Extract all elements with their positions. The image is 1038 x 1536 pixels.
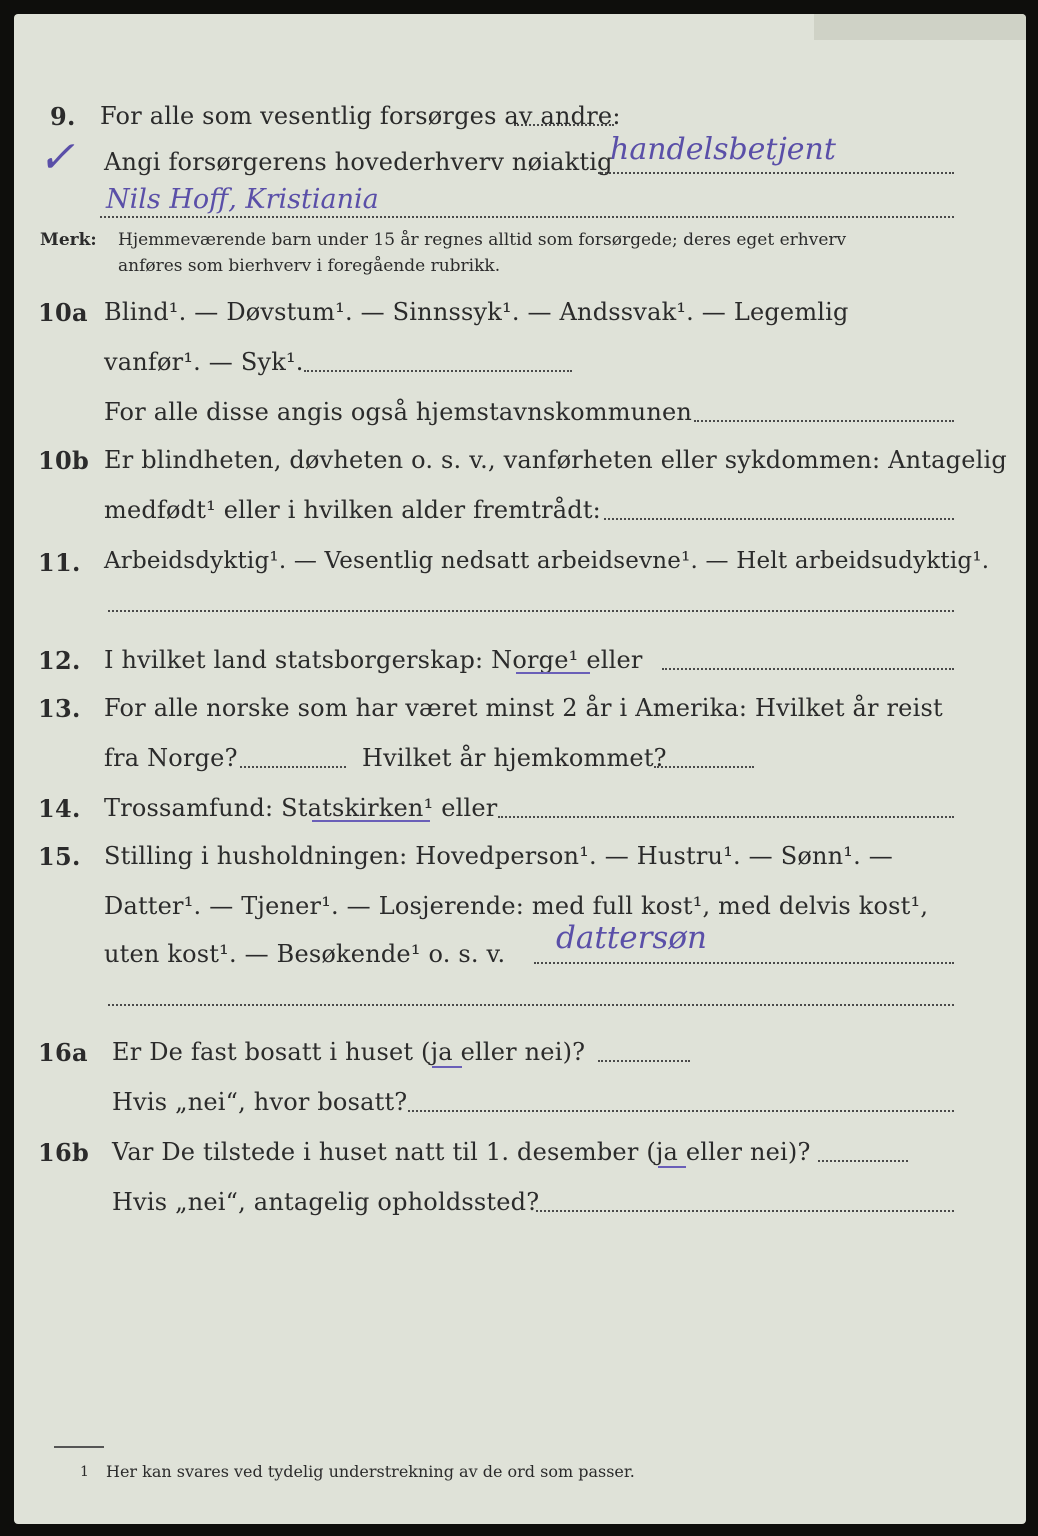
q10a-number: 10a	[38, 298, 88, 327]
q9-line1-answer[interactable]: handelsbetjent	[610, 132, 836, 167]
census-form-page	[14, 14, 1026, 1524]
q10b-line2: medfødt¹ eller i hvilken alder fremtrådt:	[104, 496, 601, 524]
q16a-number: 16a	[38, 1038, 88, 1067]
q9-line2-field	[100, 216, 954, 218]
merk-line2: anføres som bierhverv i foregående rubrikk.	[118, 256, 501, 276]
q16b-line2: Hvis „nei“, antagelig opholdssted?	[112, 1188, 540, 1216]
merk-label: Merk:	[40, 230, 97, 250]
q10a-line2: vanfør¹. — Syk¹.	[104, 348, 304, 376]
q12-text	[104, 646, 643, 674]
q9-line1-label: Angi forsørgerens hovederhverv nøiaktig	[104, 148, 613, 176]
q10a-line1: Blind¹. — Døvstum¹. — Sinnssyk¹. — Andssvak¹. — Legemlig	[104, 298, 849, 326]
q14-field	[498, 816, 954, 818]
q13-number: 13.	[38, 694, 81, 723]
q16a-line2-field	[408, 1110, 954, 1112]
footnote-text: Her kan svares ved tydelig understrekning av de ord som passer.	[106, 1462, 635, 1481]
q13-line2b-field	[654, 766, 754, 768]
q12-number: 12.	[38, 646, 81, 675]
q12-option-norge[interactable]: Norge¹	[491, 646, 579, 674]
footnote-mark: 1	[80, 1464, 89, 1480]
q16a-line1-after: eller nei)?	[452, 1038, 586, 1066]
q15-line3: uten kost¹. — Besøkende¹ o. s. v.	[104, 940, 506, 968]
q15-line3-field	[534, 962, 954, 964]
q16b-line1-before: Var De tilstede i huset natt til 1. desember (	[112, 1138, 656, 1166]
q12-norge-underline	[516, 672, 590, 674]
footnote-separator	[54, 1446, 104, 1448]
q16a-line1-field	[598, 1060, 690, 1062]
q16b-line1-after: eller nei)?	[678, 1138, 811, 1166]
q16b-line2-field	[536, 1210, 954, 1212]
q14-option-statskirken[interactable]: Statskirken¹	[281, 794, 434, 822]
check-mark-icon: ✓	[38, 132, 75, 183]
q10a-line3-field	[694, 420, 954, 422]
q13-line2b: Hvilket år hjemkommet?	[362, 744, 667, 772]
q11-number: 11.	[38, 548, 81, 577]
q14-label: Trossamfund:	[104, 794, 274, 822]
q9-number: 9.	[50, 102, 76, 131]
q16a-line1	[112, 1038, 585, 1066]
q15-line1: Stilling i husholdningen: Hovedperson¹. — Hustru¹. — Sønn¹. —	[104, 842, 893, 870]
q13-line2a: fra Norge?	[104, 744, 238, 772]
q11-line1: Arbeidsdyktig¹. — Vesentlig nedsatt arbeidsevne¹. — Helt arbeidsudyktig¹.	[104, 548, 990, 574]
q14-text	[104, 794, 497, 822]
q16a-line2: Hvis „nei“, hvor bosatt?	[112, 1088, 408, 1116]
q15-line4-field	[108, 1004, 954, 1006]
q16b-number: 16b	[38, 1138, 90, 1167]
q15-number: 15.	[38, 842, 81, 871]
q16b-ja-underline	[658, 1166, 686, 1168]
q16b-line1	[112, 1138, 811, 1166]
q14-number: 14.	[38, 794, 81, 823]
q15-line2: Datter¹. — Tjener¹. — Losjerende: med full kost¹, med delvis kost¹,	[104, 892, 929, 920]
q10a-line2-field	[304, 370, 572, 372]
q12-text-after: eller	[586, 646, 643, 674]
q14-text-after: eller	[441, 794, 498, 822]
q14-statskirken-underline	[312, 820, 430, 822]
q16a-option-ja[interactable]: ja	[430, 1038, 453, 1066]
q15-answer[interactable]: dattersøn	[556, 920, 707, 956]
q9-line1-field	[598, 172, 954, 174]
merk-line1: Hjemmeværende barn under 15 år regnes alltid som forsørgede; deres eget erhverv	[118, 230, 847, 250]
q12-text-before: I hvilket land statsborgerskap:	[104, 646, 484, 674]
q13-line2a-field	[240, 766, 346, 768]
q16a-ja-underline	[432, 1066, 462, 1068]
q12-field	[662, 668, 954, 670]
page-tab-shadow	[814, 14, 1026, 40]
q10b-number: 10b	[38, 446, 90, 475]
q10a-line3: For alle disse angis også hjemstavnskommunen	[104, 398, 693, 426]
q10b-line2-field	[604, 518, 954, 520]
q10b-line1: Er blindheten, døvheten o. s. v., vanførheten eller sykdommen: Antagelig	[104, 446, 1007, 474]
q13-line1: For alle norske som har været minst 2 år i Amerika: Hvilket år reist	[104, 694, 943, 722]
q9-text: For alle som vesentlig forsørges av andre:	[100, 102, 621, 130]
q16b-option-ja[interactable]: ja	[655, 1138, 679, 1166]
q11-line2-field	[108, 610, 954, 612]
q9-line2-answer[interactable]: Nils Hoff, Kristiania	[106, 184, 379, 215]
q9-dotted-line	[514, 124, 614, 126]
q16b-line1-field	[818, 1160, 908, 1162]
q16a-line1-before: Er De fast bosatt i huset (	[112, 1038, 431, 1066]
